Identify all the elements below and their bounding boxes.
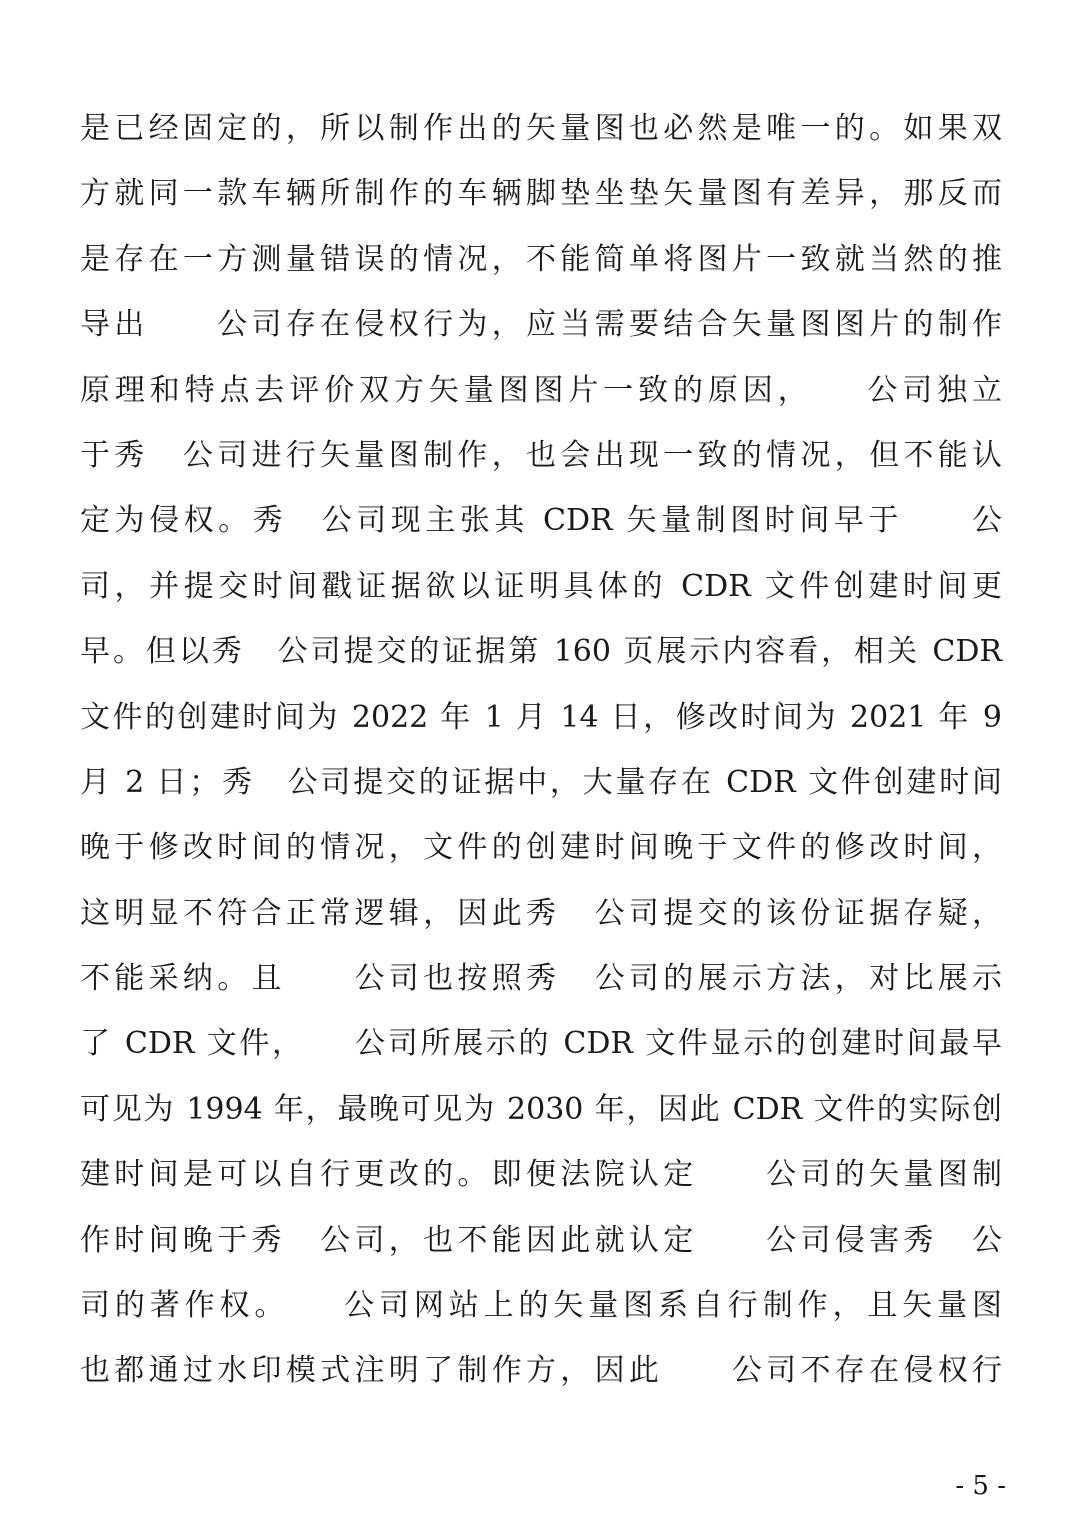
text-line: 作时间晚于秀 公司，也不能因此就认定 公司侵害秀 公 [80, 1222, 1002, 1258]
text-line: 月 2 日；秀 公司提交的证据中，大量存在 CDR 文件创建时间 [80, 764, 1002, 800]
text-line: 导出 公司存在侵权行为，应当需要结合矢量图图片的制作 [80, 307, 1002, 343]
text-line: 于秀 公司进行矢量图制作，也会出现一致的情况，但不能认 [80, 437, 1002, 473]
text-line: 原理和特点去评价双方矢量图图片一致的原因， 公司独立 [80, 372, 1002, 408]
text-line: 建时间是可以自行更改的。即便法院认定 公司的矢量图制 [80, 1157, 1002, 1193]
body-text [80, 96, 1002, 1404]
text-line: 早。但以秀 公司提交的证据第 160 页展示内容看，相关 CDR [80, 634, 1002, 670]
text-line: 这明显不符合正常逻辑，因此秀 公司提交的该份证据存疑， [80, 895, 1002, 931]
text-line: 晚于修改时间的情况，文件的创建时间晚于文件的修改时间， [80, 830, 1002, 866]
page-number: - 5 - [955, 1471, 1006, 1501]
text-line: 是存在一方测量错误的情况，不能简单将图片一致就当然的推 [80, 241, 1002, 277]
text-line: 方就同一款车辆所制作的车辆脚垫坐垫矢量图有差异，那反而 [80, 176, 1002, 212]
text-line: 司，并提交时间戳证据欲以证明具体的 CDR 文件创建时间更 [80, 568, 1002, 604]
text-line: 文件的创建时间为 2022 年 1 月 14 日，修改时间为 2021 年 9 [80, 699, 1002, 735]
text-line: 也都通过水印模式注明了制作方，因此 公司不存在侵权行 [80, 1353, 1002, 1389]
text-line: 司的著作权。 公司网站上的矢量图系自行制作，且矢量图 [80, 1288, 1002, 1324]
text-line: 定为侵权。秀 公司现主张其 CDR 矢量制图时间早于 公 [80, 503, 1002, 539]
text-line: 不能采纳。且 公司也按照秀 公司的展示方法，对比展示 [80, 961, 1002, 997]
text-line: 了 CDR 文件， 公司所展示的 CDR 文件显示的创建时间最早 [80, 1026, 1002, 1062]
text-line: 可见为 1994 年，最晚可见为 2030 年，因此 CDR 文件的实际创 [80, 1091, 1002, 1127]
text-line: 是已经固定的，所以制作出的矢量图也必然是唯一的。如果双 [80, 111, 1002, 146]
